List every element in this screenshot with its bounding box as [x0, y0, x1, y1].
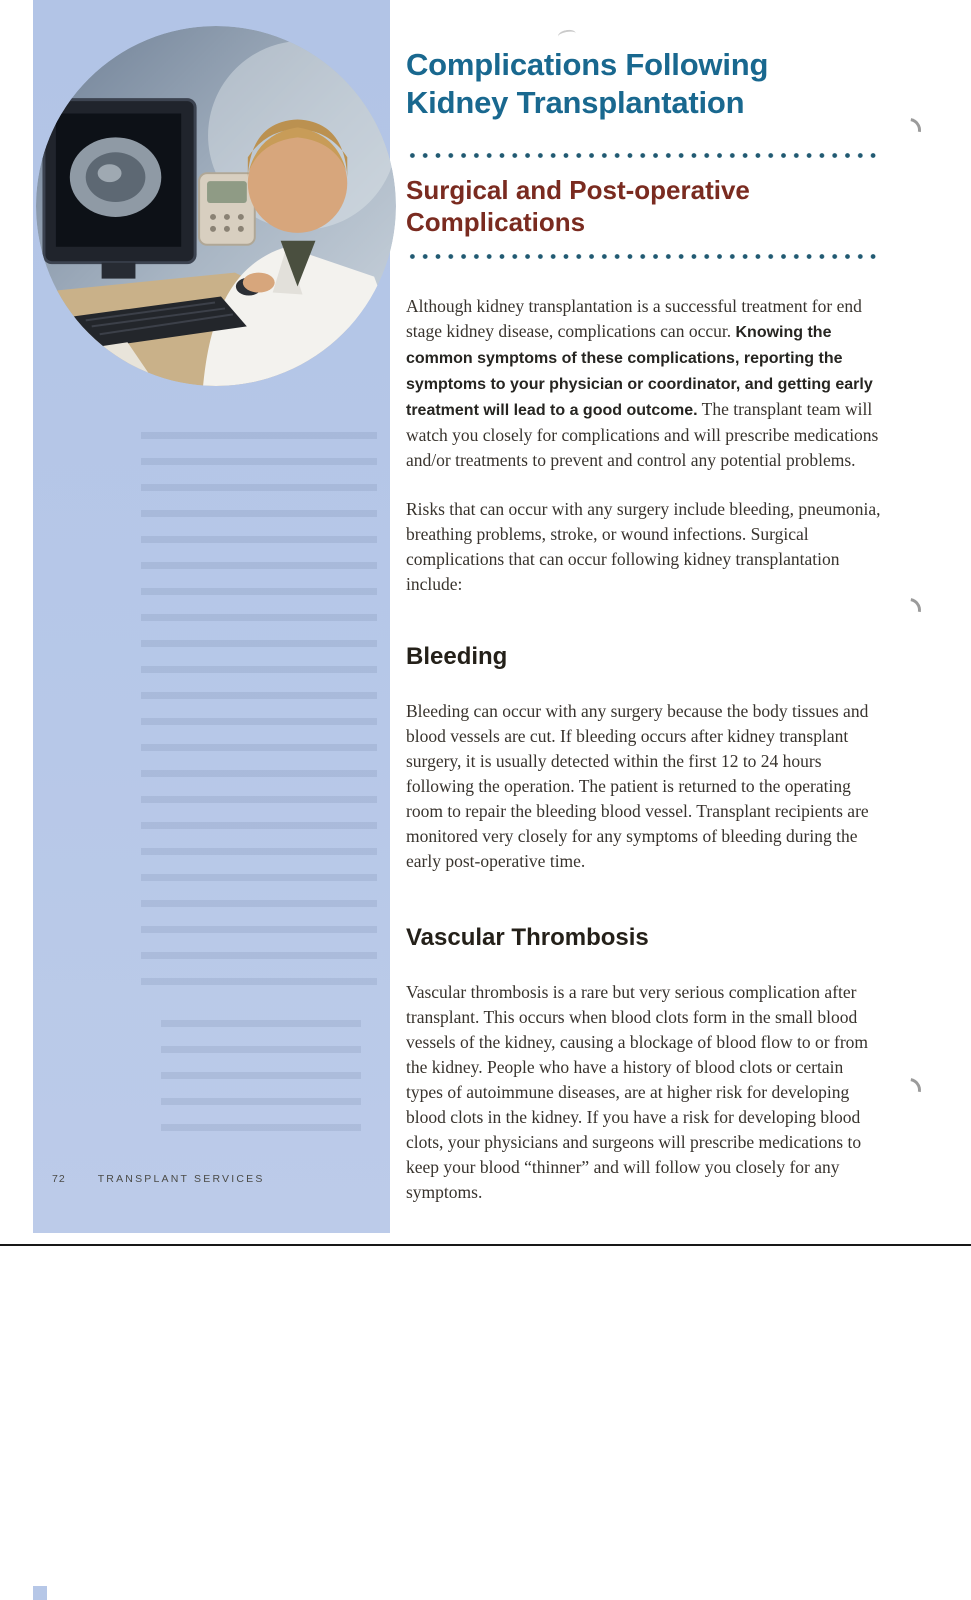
binding-notch: [892, 113, 925, 146]
intro-text-start: Although kidney transplantation is a successful treatment for end stage kidney disease, complications can occur.: [406, 296, 862, 342]
bleed-through-text: [141, 432, 377, 992]
page-number: 72: [52, 1173, 66, 1185]
vascular-thrombosis-heading: Vascular Thrombosis: [406, 924, 649, 952]
next-page-stub: [33, 1586, 47, 1600]
bleeding-heading: Bleeding: [406, 643, 508, 671]
section-header-line1: Surgical and Post-operative: [406, 175, 750, 206]
main-content: [406, 46, 882, 1229]
page-title: [406, 46, 882, 122]
section-header-line2: Complications: [406, 207, 586, 238]
binding-notch: [892, 1073, 925, 1106]
intro-text-bold: Knowing the common symptoms of these complications, reporting the symptoms to your physician or coordinator, and getting early treatment will lead to a good outcome.: [406, 324, 873, 420]
intro-paragraph: [406, 294, 882, 473]
page-title-line1: Complications Following: [406, 47, 769, 82]
intro-text-end: The transplant team will watch you closely for complications and will prescribe medications and/or treatments to prevent and control any potential problems.: [406, 399, 879, 471]
dotted-divider: [406, 253, 882, 260]
section-header: [406, 175, 882, 239]
page-footer: [52, 1173, 265, 1185]
surgery-risks-paragraph: Risks that can occur with any surgery include bleeding, pneumonia, breathing problems, stroke, or wound infections. Surgical complications that can occur following kidney transplantation include:: [406, 499, 881, 595]
vascular-thrombosis-paragraph: Vascular thrombosis is a rare but very serious complication after transplant. This occurs when blood clots form in the small blood vessels of the kidney, causing a blockage of blood flow to or from the kidney. People who have a history of blood clots or certain types of autoimmune diseases, are at higher risk for developing blood clots in the kidney. If you have a risk for developing blood clots, your physicians and surgeons will prescribe medications to keep your blood “thinner” and will follow you closely for any symptoms.: [406, 982, 869, 1203]
footer-label: TRANSPLANT SERVICES: [97, 1173, 265, 1185]
dotted-divider: [406, 152, 882, 159]
doctor-photo-illustration: [36, 26, 396, 386]
doctor-photo: [36, 26, 396, 386]
binding-notch: [892, 593, 925, 626]
bleed-through-text: [161, 1020, 361, 1150]
bleeding-paragraph: Bleeding can occur with any surgery because the body tissues and blood vessels are cut. If bleeding occurs after kidney transplant surgery, it is usually detected within the first 12 to 24 hours following the operation. The patient is returned to the operating room to repair the bleeding blood vessel. Transplant recipients are monitored very closely for any symptoms of bleeding during the early post-operative time.: [406, 701, 869, 872]
page-title-line2: Kidney Transplantation: [406, 85, 745, 121]
scan-artifact: [557, 29, 576, 42]
page-divider-line: [0, 1244, 971, 1246]
